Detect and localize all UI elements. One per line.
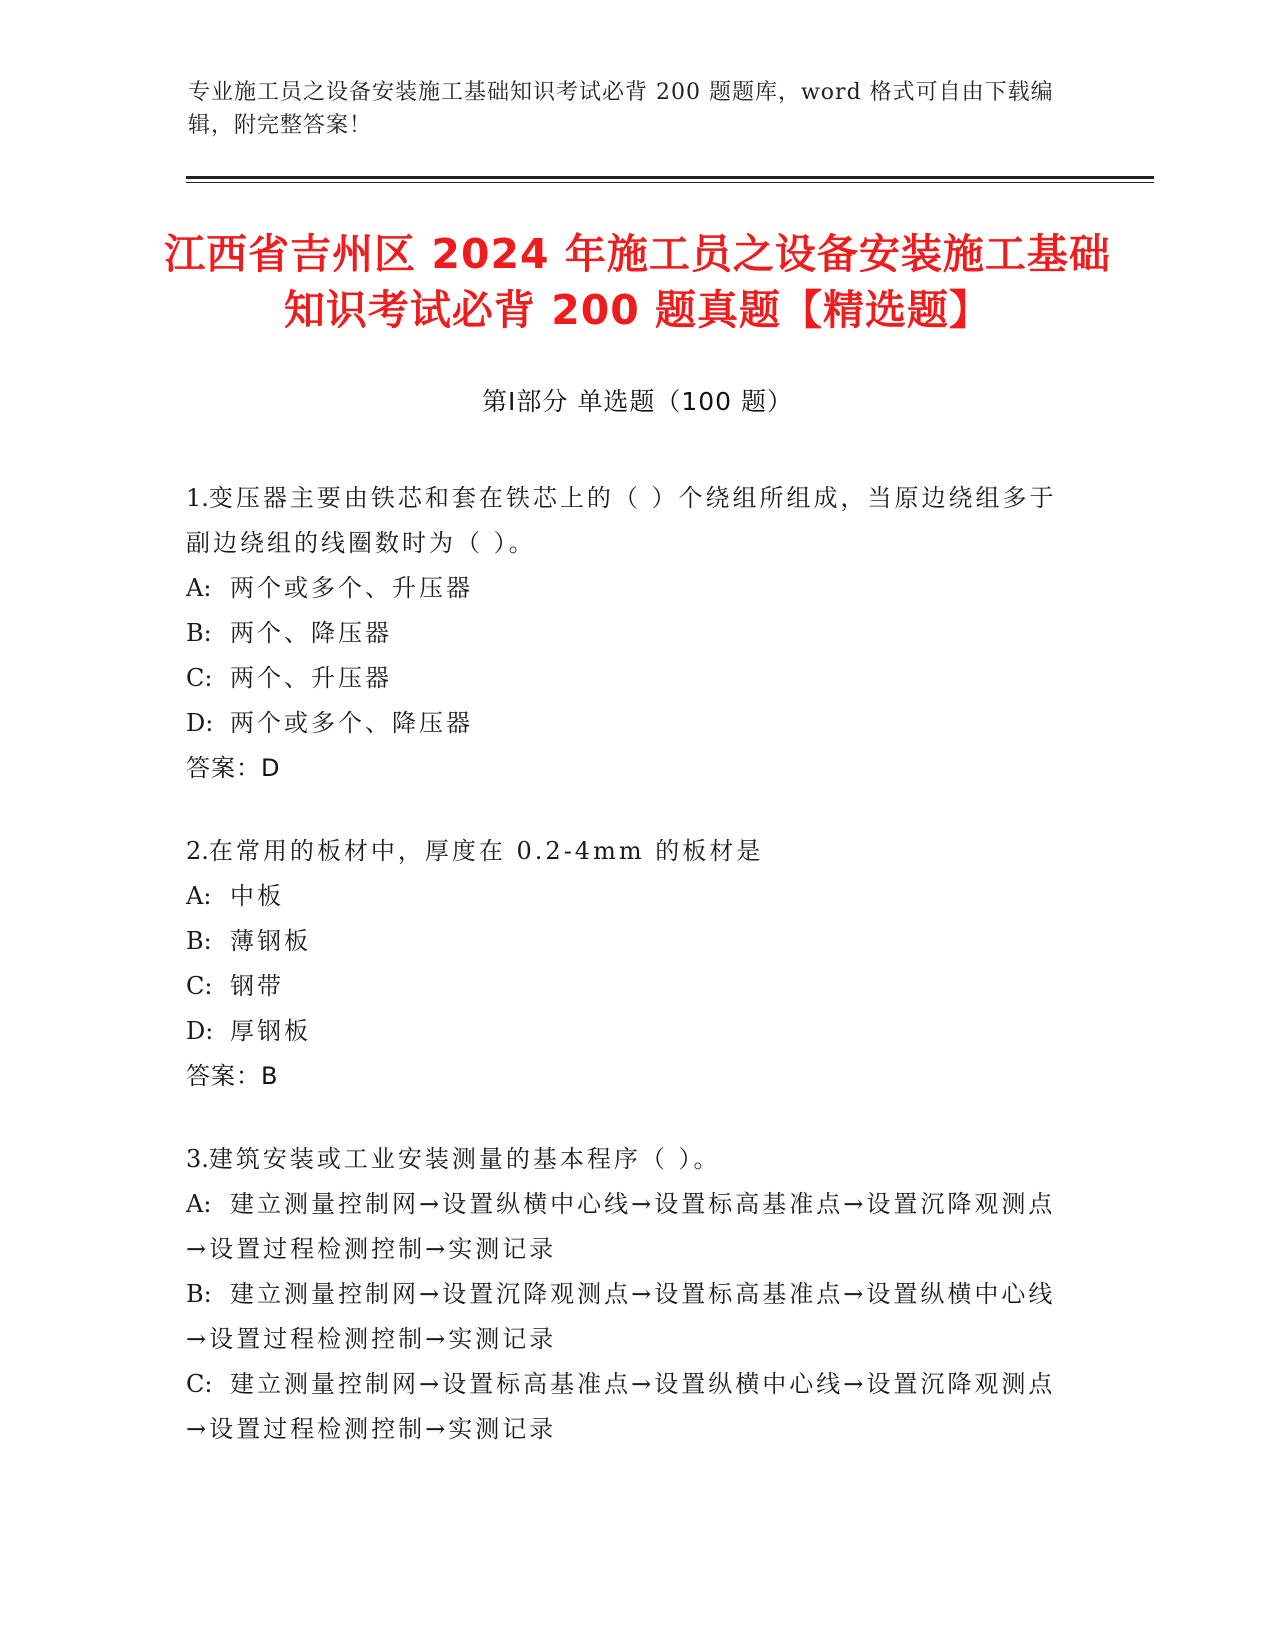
option-d: [186, 701, 1066, 746]
question-2: [186, 829, 1066, 1099]
option-key: B:: [186, 1280, 212, 1308]
option-a: [186, 566, 1066, 611]
question-text: 变压器主要由铁芯和套在铁芯上的（ ）个绕组所组成，当原边绕组多于副边绕组的线圈数时为（ ）。: [186, 484, 1057, 557]
option-key: D:: [186, 1017, 214, 1045]
option-text: 两个或多个、升压器: [230, 574, 473, 602]
option-a: [186, 1182, 1066, 1272]
option-a: [186, 874, 1066, 919]
option-c: [186, 656, 1066, 701]
option-text: 两个、降压器: [230, 619, 392, 647]
option-text: 中板: [230, 882, 284, 910]
answer-line: 答案：B: [186, 1062, 279, 1090]
header-rule-thick: [186, 176, 1154, 179]
header-note: 专业施工员之设备安装施工基础知识考试必背 200 题题库，word 格式可自由下载编辑，附完整答案！: [188, 80, 1054, 138]
option-text: 建立测量控制网→设置纵横中心线→设置标高基准点→设置沉降观测点→设置过程检测控制→实测记录: [186, 1190, 1056, 1263]
option-b: [186, 919, 1066, 964]
section-heading: 第Ⅰ部分 单选题（100 题）: [482, 387, 793, 416]
option-text: 建立测量控制网→设置沉降观测点→设置标高基准点→设置纵横中心线→设置过程检测控制→实测记录: [186, 1280, 1056, 1353]
question-stem: [186, 829, 1066, 874]
question-number: 1.: [186, 484, 209, 512]
option-text: 钢带: [230, 972, 284, 1000]
option-c: [186, 964, 1066, 1009]
document-title: 江西省吉州区 2024 年施工员之设备安装施工基础知识考试必背 200 题真题【精选题】: [164, 230, 1111, 334]
question-3: [186, 1137, 1066, 1452]
option-key: C:: [186, 664, 213, 692]
option-text: 建立测量控制网→设置标高基准点→设置纵横中心线→设置沉降观测点→设置过程检测控制→实测记录: [186, 1370, 1056, 1443]
question-stem: [186, 476, 1066, 566]
question-list: [186, 476, 1066, 1490]
option-key: D:: [186, 709, 214, 737]
question-number: 3.: [186, 1145, 209, 1173]
question-text: 在常用的板材中，厚度在 0.2-4mm 的板材是: [208, 837, 764, 865]
option-key: A:: [186, 574, 212, 602]
option-text: 薄钢板: [230, 927, 311, 955]
option-key: A:: [186, 1190, 212, 1218]
question-stem: [186, 1137, 1066, 1182]
option-key: C:: [186, 972, 213, 1000]
option-key: B:: [186, 927, 212, 955]
option-b: [186, 1272, 1066, 1362]
option-key: A:: [186, 882, 212, 910]
option-key: B:: [186, 619, 212, 647]
header-rule-thin: [186, 182, 1154, 183]
option-d: [186, 1009, 1066, 1054]
option-text: 厚钢板: [230, 1017, 311, 1045]
question-1: [186, 476, 1066, 791]
option-text: 两个或多个、降压器: [230, 709, 473, 737]
question-number: 2.: [186, 837, 209, 865]
option-key: C:: [186, 1370, 213, 1398]
option-b: [186, 611, 1066, 656]
option-text: 两个、升压器: [230, 664, 392, 692]
answer-line: 答案：D: [186, 754, 281, 782]
question-text: 建筑安装或工业安装测量的基本程序（ ）。: [208, 1145, 721, 1173]
option-c: [186, 1362, 1066, 1452]
